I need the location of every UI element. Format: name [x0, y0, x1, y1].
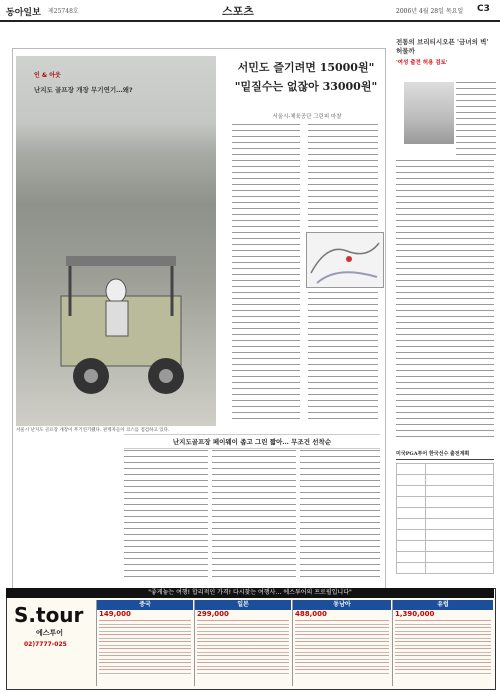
ad-column-price: 149,000 [99, 610, 131, 618]
ad-column-southeast-asia [292, 600, 391, 686]
table-row [397, 486, 494, 497]
table-row [397, 519, 494, 530]
ad-column-label: 일본 [195, 600, 291, 610]
ad-column-label: 중국 [97, 600, 193, 610]
schedule-table [396, 463, 494, 574]
table-row [397, 541, 494, 552]
side-story-headline: 전통의 브리티시오픈 '금녀의 벽' 허물까 [396, 38, 489, 55]
table-row [397, 552, 494, 563]
side-body-top [456, 82, 496, 158]
headline-line-2: "밑질수는 없잖아 33000원" [234, 80, 378, 93]
schedule-table-title: 미국PGA투어 한국선수 출전계획 [396, 450, 494, 460]
section-title: 스포츠 [222, 5, 254, 18]
body-column-4 [212, 450, 296, 578]
ad-brand-logo: S.tour [14, 603, 84, 627]
issue-number: 제25748호 [48, 8, 79, 15]
table-row [397, 508, 494, 519]
player-photo [404, 82, 454, 144]
ad-column-label: 동남아 [293, 600, 391, 610]
table-row [397, 530, 494, 541]
table-row [397, 563, 494, 574]
photo-caption: 서울시 난지도 골프장 개장이 무기연기됐다. 관계자들이 코스를 점검하고 있다. [16, 428, 170, 433]
body-column-2b [308, 292, 378, 424]
body-column-1 [232, 124, 300, 424]
page-number: C3 [477, 4, 490, 14]
story-kicker [34, 70, 133, 94]
table-row [397, 497, 494, 508]
side-story-tag: '여성 출전 허용 검토' [396, 60, 448, 66]
issue-date: 2006년 4월 28일 목요일 [396, 8, 464, 15]
ad-column-price: 299,000 [197, 610, 229, 618]
ad-phone-number: 02)7777-025 [24, 641, 67, 648]
location-map [306, 232, 384, 288]
side-story-title [396, 38, 494, 68]
story-byline: 서울시-체육공단 그린피 마찰 [272, 114, 342, 120]
ad-brand-subtitle: 에스투어 [36, 629, 64, 637]
table-row [397, 464, 494, 475]
kicker-label: 인 & 아웃 [34, 72, 61, 79]
ad-column-label: 유럽 [393, 600, 493, 610]
golf-cart-photo [16, 56, 216, 426]
newspaper-logo: 동아일보 [6, 8, 41, 18]
ad-banner: "좋게놓는 여행! 합리적인 가격! 다시찾는 여행사… 에스투어의 프로필입니다" [6, 588, 494, 598]
ad-column-japan [194, 600, 291, 686]
story-subhead: 난지도골프장 페이웨이 좁고 그린 짧아… 무조건 선착순 [124, 434, 380, 449]
story-headline [232, 58, 380, 96]
ad-column-china [96, 600, 193, 686]
ad-column-europe [392, 600, 493, 686]
page-header [0, 0, 500, 22]
table-row [397, 475, 494, 486]
golf-cart-illustration [56, 256, 206, 406]
ad-column-price: 488,000 [295, 610, 327, 618]
body-column-5 [300, 450, 380, 578]
headline-line-1: 서민도 즐기려면 15000원" [237, 61, 375, 74]
body-column-2 [308, 124, 378, 228]
side-body-column [396, 160, 494, 442]
body-column-3 [124, 450, 208, 578]
ad-column-price: 1,390,000 [395, 610, 435, 618]
kicker-subtitle: 난지도 골프장 개장 무기연기…왜? [34, 86, 133, 94]
